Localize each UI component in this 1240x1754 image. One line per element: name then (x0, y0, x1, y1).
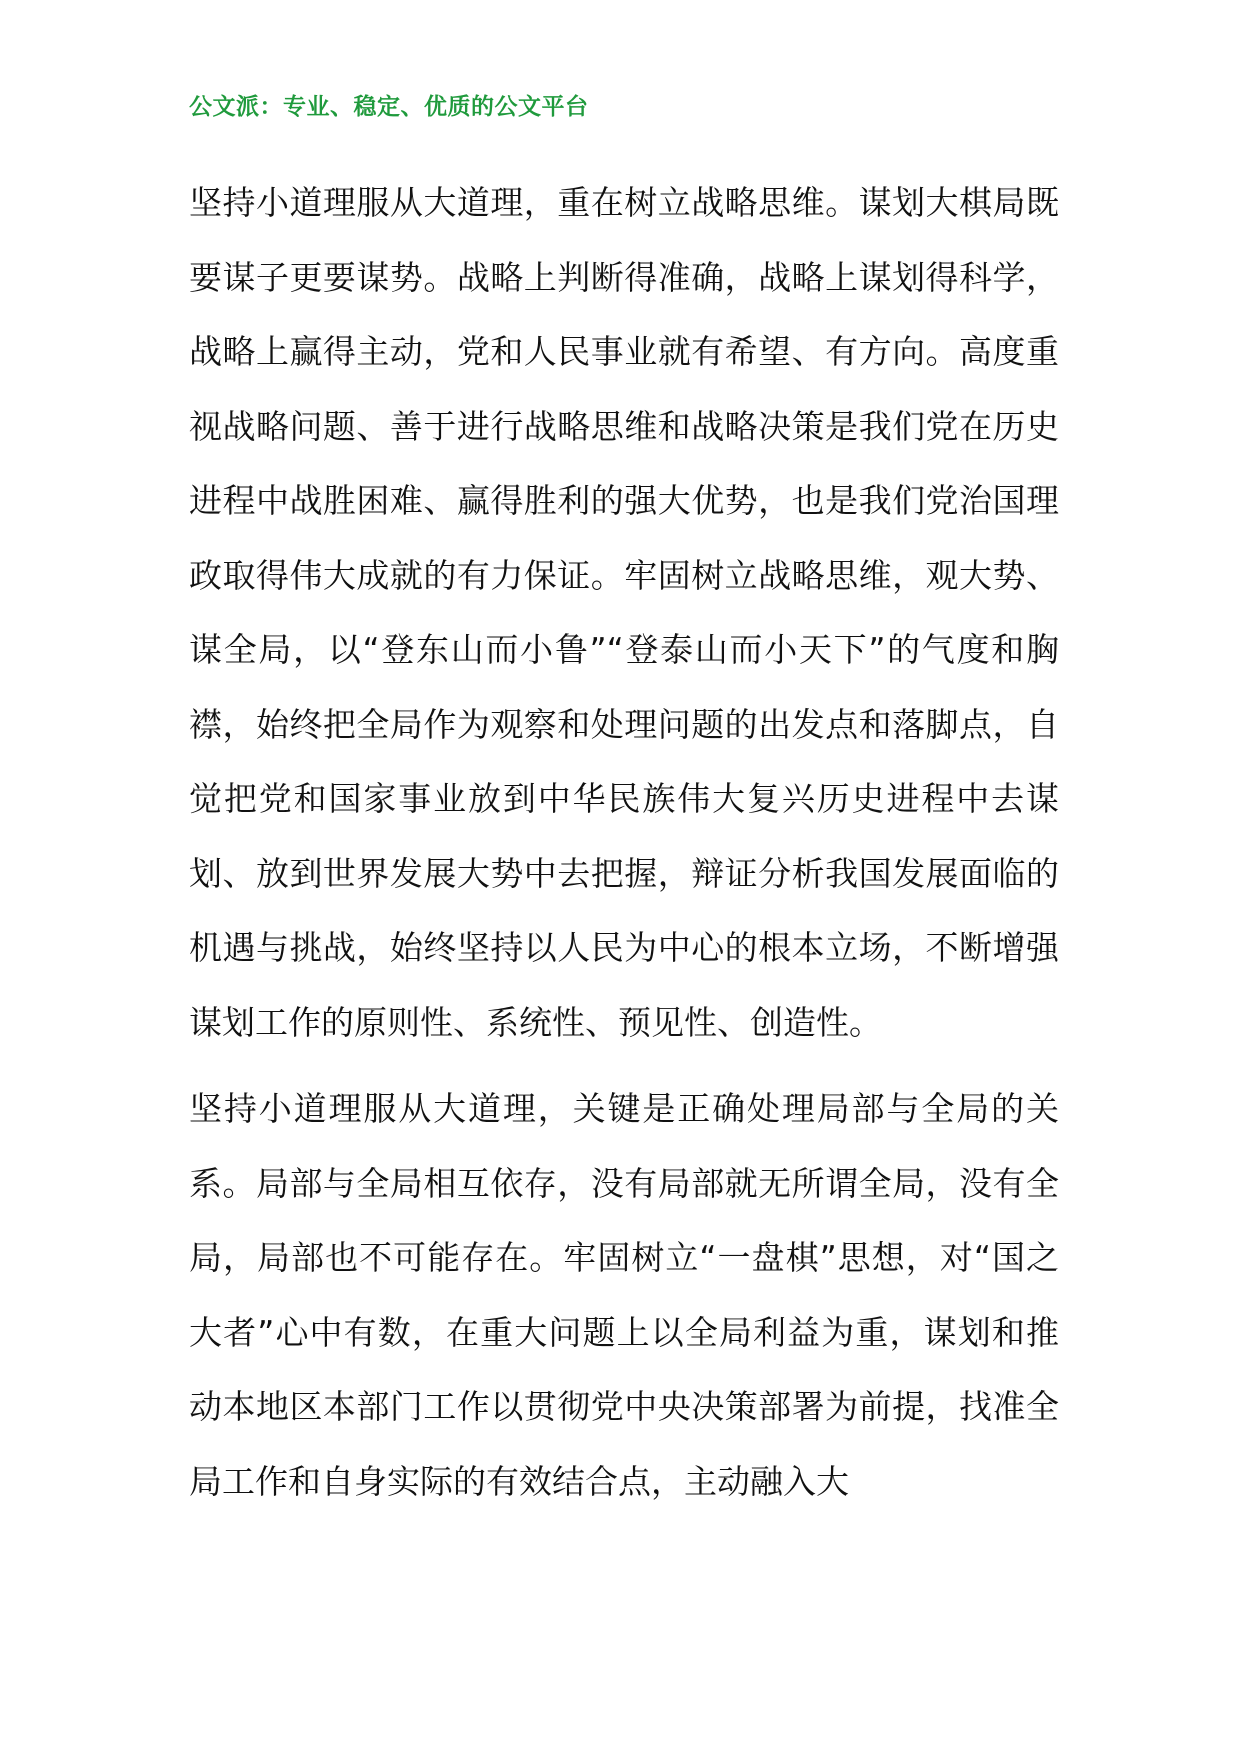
paragraph-local-and-overall: 坚持小道理服从大道理，关键是正确处理局部与全局的关系。局部与全局相互依存，没有局部就无所谓全局，没有全局，局部也不可能存在。牢固树立“一盘棋”思想，对“国之大者”心中有数，在重大问题上以全局利益为重，谋划和推动本地区本部门工作以贯彻党中央决策部署为前提，找准全局工作和自身实际的有效结合点，主动融入大 (189, 1089, 1059, 1501)
document-body (189, 166, 1059, 1531)
header-banner: 公文派：专业、稳定、优质的公文平台 (189, 94, 589, 120)
paragraph-strategic-thinking: 坚持小道理服从大道理，重在树立战略思维。谋划大棋局既要谋子更要谋势。战略上判断得准确，战略上谋划得科学，战略上赢得主动，党和人民事业就有希望、有方向。高度重视战略问题、善于进行战略思维和战略决策是我们党在历史进程中战胜困难、赢得胜利的强大优势，也是我们党治国理政取得伟大成就的有力保证。牢固树立战略思维，观大势、谋全局，以“登东山而小鲁”“登泰山而小天下”的气度和胸襟，始终把全局作为观察和处理问题的出发点和落脚点，自觉把党和国家事业放到中华民族伟大复兴历史进程中去谋划、放到世界发展大势中去把握，辩证分析我国发展面临的机遇与挑战，始终坚持以人民为中心的根本立场，不断增强谋划工作的原则性、系统性、预见性、创造性。 (189, 183, 1059, 1042)
